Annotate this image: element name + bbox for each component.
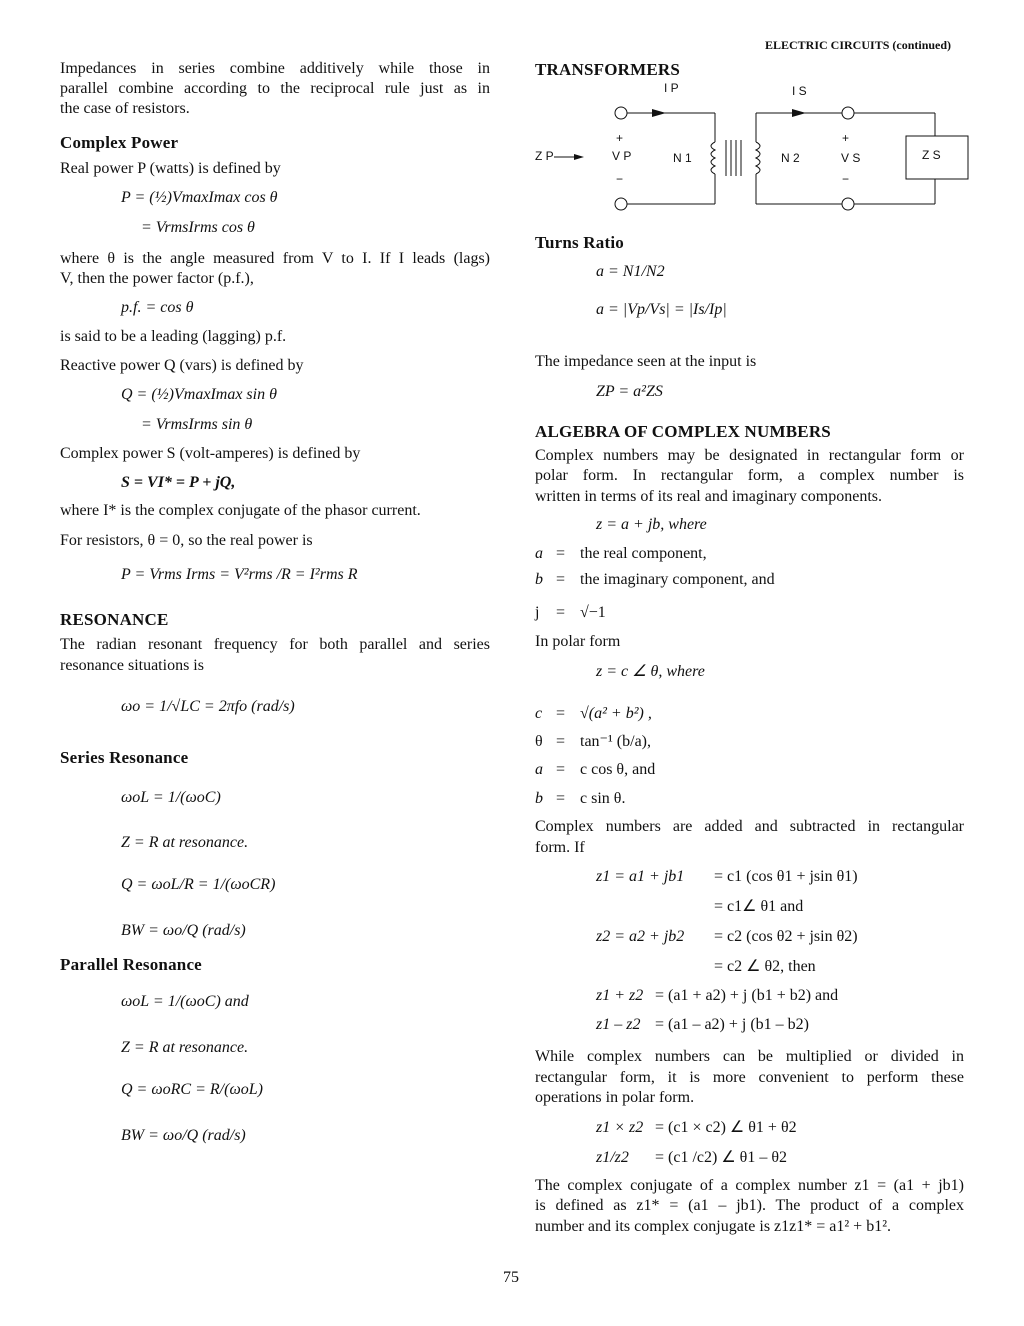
gloss-description: the real component,: [580, 545, 707, 562]
parallel-bandwidth-equation: BW = ωo/Q (rad/s): [121, 1127, 246, 1144]
quotient-rhs: = (c1 /c2) ∠ θ1 – θ2: [655, 1149, 787, 1166]
gloss-symbol: a: [535, 545, 543, 562]
gloss-equals: =: [556, 571, 566, 588]
parallel-q-equation: Q = ωoRC = R/(ωoL): [121, 1081, 263, 1098]
sum-lhs: z1 + z2: [596, 987, 644, 1004]
complex-power-equation: S = VI* = P + jQ,: [121, 474, 236, 491]
complex-power-definition: Complex power S (volt-amperes) is defined by: [60, 445, 361, 462]
real-power-definition: Real power P (watts) is defined by: [60, 160, 281, 177]
gloss-description: √(a² + b²) ,: [580, 705, 652, 722]
gloss-equals: =: [556, 705, 566, 722]
reactive-power-equation-2: = VrmsIrms sin θ: [141, 416, 253, 433]
gloss-description: c cos θ, and: [580, 761, 656, 778]
series-resonance-equation: ωoL = 1/(ωoC): [121, 789, 221, 806]
resonance-intro-2: resonance situations is: [60, 657, 204, 674]
vp-plus: +: [616, 131, 624, 145]
zs-label: Z S: [922, 148, 941, 162]
complex-numbers-heading: ALGEBRA OF COMPLEX NUMBERS: [535, 422, 831, 441]
sum-rhs: = (a1 + a2) + j (b1 + b2) and: [655, 987, 839, 1004]
real-power-equation-2: = VrmsIrms cos θ: [141, 219, 255, 236]
z1-rectangular: z1 = a1 + jb1: [596, 868, 685, 885]
resistor-power-equation: P = Vrms Irms = V²rms /R = I²rms R: [121, 566, 358, 583]
series-bandwidth-equation: BW = ωo/Q (rad/s): [121, 922, 246, 939]
transformers-heading: TRANSFORMERS: [535, 60, 681, 79]
complex-intro-1: Complex numbers may be designated in rectangular form or: [535, 447, 964, 464]
intro-line-3: the case of resistors.: [60, 100, 190, 117]
difference-rhs: = (a1 – a2) + j (b1 – b2): [655, 1016, 810, 1033]
turns-ratio-heading: Turns Ratio: [535, 233, 624, 252]
quotient-lhs: z1/z2: [596, 1149, 629, 1166]
z1-trig-form: = c1 (cos θ1 + jsin θ1): [714, 868, 858, 885]
gloss-description: tan⁻¹ (b/a),: [580, 733, 651, 750]
secondary-bottom-terminal: [842, 198, 854, 210]
gloss-equals: =: [556, 761, 566, 778]
vp-minus: −: [616, 172, 624, 186]
z2-trig-form: = c2 (cos θ2 + jsin θ2): [714, 928, 858, 945]
polar-form-line: In polar form: [535, 633, 621, 650]
intro-line-1: Impedances in series combine additively while those in: [60, 60, 490, 77]
vs-plus: +: [842, 131, 850, 145]
ip-label: I P: [664, 81, 679, 95]
z2-rectangular: z2 = a2 + jb2: [596, 928, 685, 945]
gloss-symbol: j: [535, 604, 540, 621]
parallel-resonance-heading: Parallel Resonance: [60, 955, 202, 974]
resistors-line: For resistors, θ = 0, so the real power is: [60, 532, 313, 549]
product-lhs: z1 × z2: [596, 1119, 644, 1136]
n2-label: N 2: [781, 151, 800, 165]
resonance-intro-1: The radian resonant frequency for both parallel and series: [60, 636, 490, 653]
turns-ratio-equation-1: a = N1/N2: [596, 263, 665, 280]
turns-ratio-equation-2: a = |Vp/Vs| = |Is/Ip|: [596, 301, 727, 318]
parallel-resonance-equation: ωoL = 1/(ωoC) and: [121, 993, 249, 1010]
complex-intro-2: polar form. In rectangular form, a complex number is: [535, 467, 964, 484]
gloss-equals: =: [556, 545, 566, 562]
add-subtract-line-2: form. If: [535, 839, 585, 856]
parallel-impedance-line: Z = R at resonance.: [121, 1039, 249, 1056]
gloss-description: √−1: [580, 604, 606, 621]
polar-form-equation: z = c ∠ θ, where: [596, 663, 705, 680]
vs-minus: −: [842, 172, 850, 186]
series-q-equation: Q = ωoL/R = 1/(ωoCR): [121, 876, 276, 893]
multiply-divide-line-3: operations in polar form.: [535, 1089, 695, 1106]
gloss-equals: =: [556, 733, 566, 750]
theta-line-2: V, then the power factor (p.f.),: [60, 270, 254, 287]
running-header: ELECTRIC CIRCUITS (continued): [765, 38, 952, 52]
primary-bottom-terminal: [615, 198, 627, 210]
gloss-symbol: c: [535, 705, 543, 722]
reactive-power-equation-1: Q = (½)VmaxImax sin θ: [121, 386, 277, 403]
n1-label: N 1: [673, 151, 692, 165]
z2-polar-form: = c2 ∠ θ2, then: [714, 958, 816, 975]
theta-line-1: where θ is the angle measured from V to I. If I leads (lags): [60, 250, 490, 267]
resonance-heading: RESONANCE: [60, 610, 169, 629]
multiply-divide-line-1: While complex numbers can be multiplied or divided in: [535, 1048, 964, 1065]
secondary-top-terminal: [842, 107, 854, 119]
gloss-equals: =: [556, 790, 566, 807]
conjugate-paragraph-2: is defined as z1* = (a1 – jb1). The product of a complex: [535, 1197, 964, 1214]
resonant-frequency-equation: ωo = 1/√LC = 2πfo (rad/s): [121, 698, 295, 715]
is-label: I S: [792, 84, 807, 98]
gloss-symbol: θ: [535, 733, 543, 750]
z1-polar-form: = c1∠ θ1 and: [714, 898, 804, 915]
primary-top-terminal: [615, 107, 627, 119]
multiply-divide-line-2: rectangular form, it is more convenient to perform these: [535, 1069, 964, 1086]
zp-label: Z P: [535, 149, 554, 163]
reactive-power-definition: Reactive power Q (vars) is defined by: [60, 357, 304, 374]
power-factor-equation: p.f. = cos θ: [121, 299, 194, 316]
complex-conjugate-line: where I* is the complex conjugate of the phasor current.: [60, 502, 421, 519]
is-arrow: [792, 109, 806, 117]
gloss-symbol: b: [535, 790, 543, 807]
product-rhs: = (c1 × c2) ∠ θ1 + θ2: [655, 1119, 797, 1136]
impedance-equation: ZP = a²ZS: [596, 383, 663, 400]
gloss-symbol: b: [535, 571, 543, 588]
gloss-symbol: a: [535, 761, 543, 778]
page-number: 75: [503, 1269, 519, 1286]
gloss-description: the imaginary component, and: [580, 571, 775, 588]
add-subtract-line-1: Complex numbers are added and subtracted in rectangular: [535, 818, 964, 835]
impedance-seen-line: The impedance seen at the input is: [535, 353, 757, 370]
ip-arrow: [652, 109, 666, 117]
difference-lhs: z1 – z2: [596, 1016, 641, 1033]
gloss-description: c sin θ.: [580, 790, 626, 807]
secondary-coil: [756, 142, 760, 174]
complex-intro-3: written in terms of its real and imaginary components.: [535, 488, 883, 505]
series-resonance-heading: Series Resonance: [60, 748, 189, 767]
transformer-circuit-diagram: [530, 80, 990, 220]
intro-line-2: parallel combine according to the reciprocal rule just as in: [60, 80, 490, 97]
conjugate-paragraph-3: number and its complex conjugate is z1z1* = a1² + b1².: [535, 1218, 891, 1235]
conjugate-paragraph-1: The complex conjugate of a complex number z1 = (a1 + jb1): [535, 1177, 964, 1194]
leading-lagging-line: is said to be a leading (lagging) p.f.: [60, 328, 287, 345]
vs-label: V S: [841, 151, 861, 165]
vp-label: V P: [612, 149, 632, 163]
series-impedance-line: Z = R at resonance.: [121, 834, 249, 851]
primary-coil: [711, 142, 715, 174]
complex-power-heading: Complex Power: [60, 133, 179, 152]
real-power-equation-1: P = (½)VmaxImax cos θ: [121, 189, 278, 206]
rectangular-form-equation: z = a + jb, where: [596, 516, 707, 533]
gloss-equals: =: [556, 604, 566, 621]
zp-arrow: [574, 154, 584, 160]
